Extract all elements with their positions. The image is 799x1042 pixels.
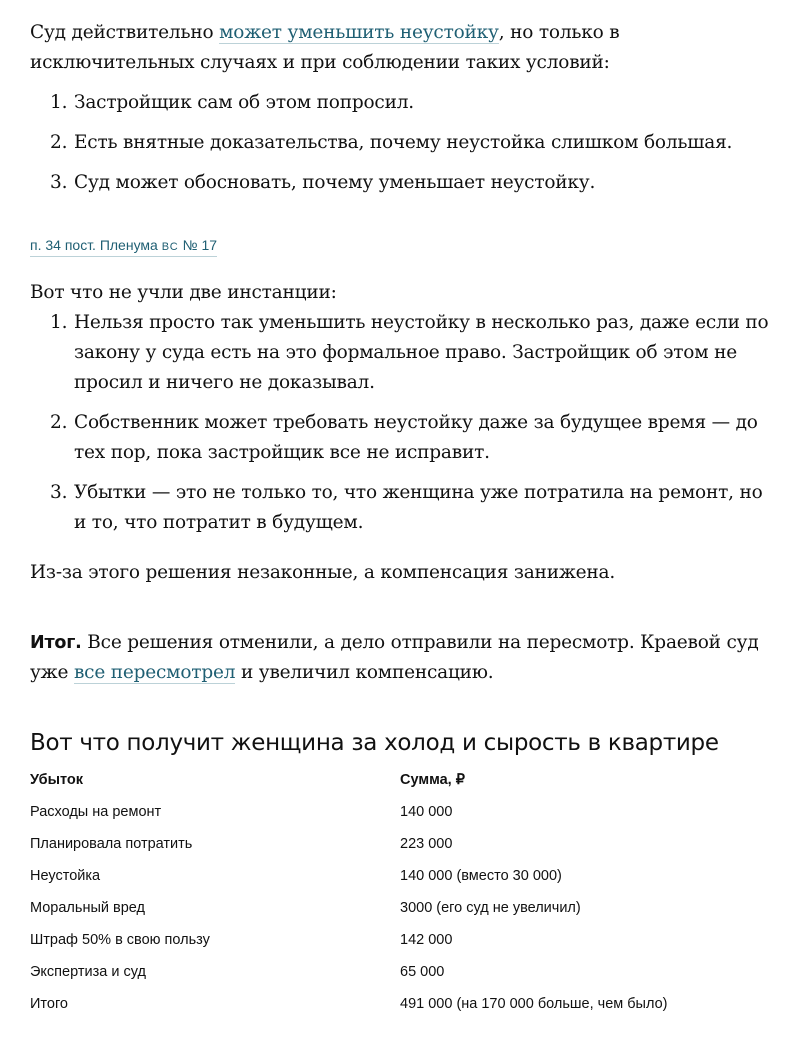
loss-cell: Планировала потратить <box>30 836 193 852</box>
compensation-table <box>30 764 770 1020</box>
list-item-text: Застройщик сам об этом попросил. <box>74 92 414 113</box>
table-title: Вот что получит женщина за холод и сырость в квартире <box>30 730 719 756</box>
table-row <box>30 796 770 828</box>
amount-cell: 140 000 <box>400 804 453 820</box>
list-item-text: Суд может обосновать, почему уменьшает неустойку. <box>74 172 596 193</box>
list-item-text: Убытки — это не только то, что женщина уже потратила на ремонт, но и то, что потратит в будущем. <box>74 482 763 533</box>
column-header-amount: Сумма, ₽ <box>400 772 465 788</box>
list-item-text: Собственник может требовать неустойку даже за будущее время — до тех пор, пока застройщик все не исправит. <box>74 412 758 463</box>
table-row <box>30 988 770 1020</box>
amount-cell: 140 000 (вместо 30 000) <box>400 868 562 884</box>
table-row <box>30 828 770 860</box>
list-item: 1. Застройщик сам об этом попросил. <box>50 92 414 113</box>
amount-cell: 65 000 <box>400 964 445 980</box>
conclusion-paragraph: Из-за этого решения незаконные, а компенсация занижена. <box>30 562 616 583</box>
loss-cell: Итого <box>30 996 68 1012</box>
source-suffix: № 17 <box>178 237 218 253</box>
table-header-row <box>30 764 770 796</box>
amount-cell: 491 000 (на 170 000 больше, чем было) <box>400 996 668 1012</box>
result-paragraph <box>30 628 770 688</box>
loss-cell: Неустойка <box>30 868 101 884</box>
table-row <box>30 956 770 988</box>
result-text-before: Все решения отменили, а дело отправили на пересмотр. Краевой суд уже <box>30 632 759 683</box>
loss-cell: Моральный вред <box>30 900 145 916</box>
reviewed-link[interactable]: все пересмотрел <box>73 662 236 683</box>
loss-cell: Экспертиза и суд <box>30 964 146 980</box>
source-prefix: п. 34 пост. Пленума <box>30 237 162 253</box>
table-row <box>30 860 770 892</box>
list-item-text: Есть внятные доказательства, почему неустойка слишком большая. <box>74 132 733 153</box>
table-row <box>30 924 770 956</box>
table-row <box>30 892 770 924</box>
intro-paragraph <box>30 18 770 78</box>
source-abbr: ВС <box>161 241 179 253</box>
amount-cell: 142 000 <box>400 932 453 948</box>
intro-text-before: Суд действительно <box>30 22 220 43</box>
column-header-loss: Убыток <box>30 772 84 788</box>
source-link[interactable] <box>30 236 217 257</box>
list-item: 3. Суд может обосновать, почему уменьшает неустойку. <box>50 172 596 193</box>
result-label: Итог. <box>30 633 82 653</box>
loss-cell: Штраф 50% в свою пользу <box>30 932 210 948</box>
result-text-after: и увеличил компенсацию. <box>235 662 494 683</box>
errors-intro: Вот что не учли две инстанции: <box>30 282 337 303</box>
amount-cell: 223 000 <box>400 836 453 852</box>
list-item-text: Нельзя просто так уменьшить неустойку в несколько раз, даже если по закону у суда есть на это формальное право. Застройщик об этом не просил и ничего не доказывал. <box>74 312 769 393</box>
errors-list <box>30 308 770 548</box>
amount-cell: 3000 (его суд не увеличил) <box>400 900 581 916</box>
list-item: 1. Нельзя просто так уменьшить неустойку в несколько раз, даже если по закону у суда есть на это формальное право. Застройщик об этом не просил и ничего не доказывал. <box>50 312 769 393</box>
reduce-penalty-link[interactable]: может уменьшить неустойку <box>219 22 499 43</box>
list-item: 3. Убытки — это не только то, что женщина уже потратила на ремонт, но и то, что потратит в будущем. <box>50 482 763 533</box>
loss-cell: Расходы на ремонт <box>30 804 162 820</box>
list-item: 2. Есть внятные доказательства, почему неустойка слишком большая. <box>50 132 733 153</box>
intro-text-after: , но только в исключительных случаях и при соблюдении таких условий: <box>30 22 620 73</box>
conditions-list <box>30 88 770 208</box>
list-item: 2. Собственник может требовать неустойку даже за будущее время — до тех пор, пока застройщик все не исправит. <box>50 412 758 463</box>
